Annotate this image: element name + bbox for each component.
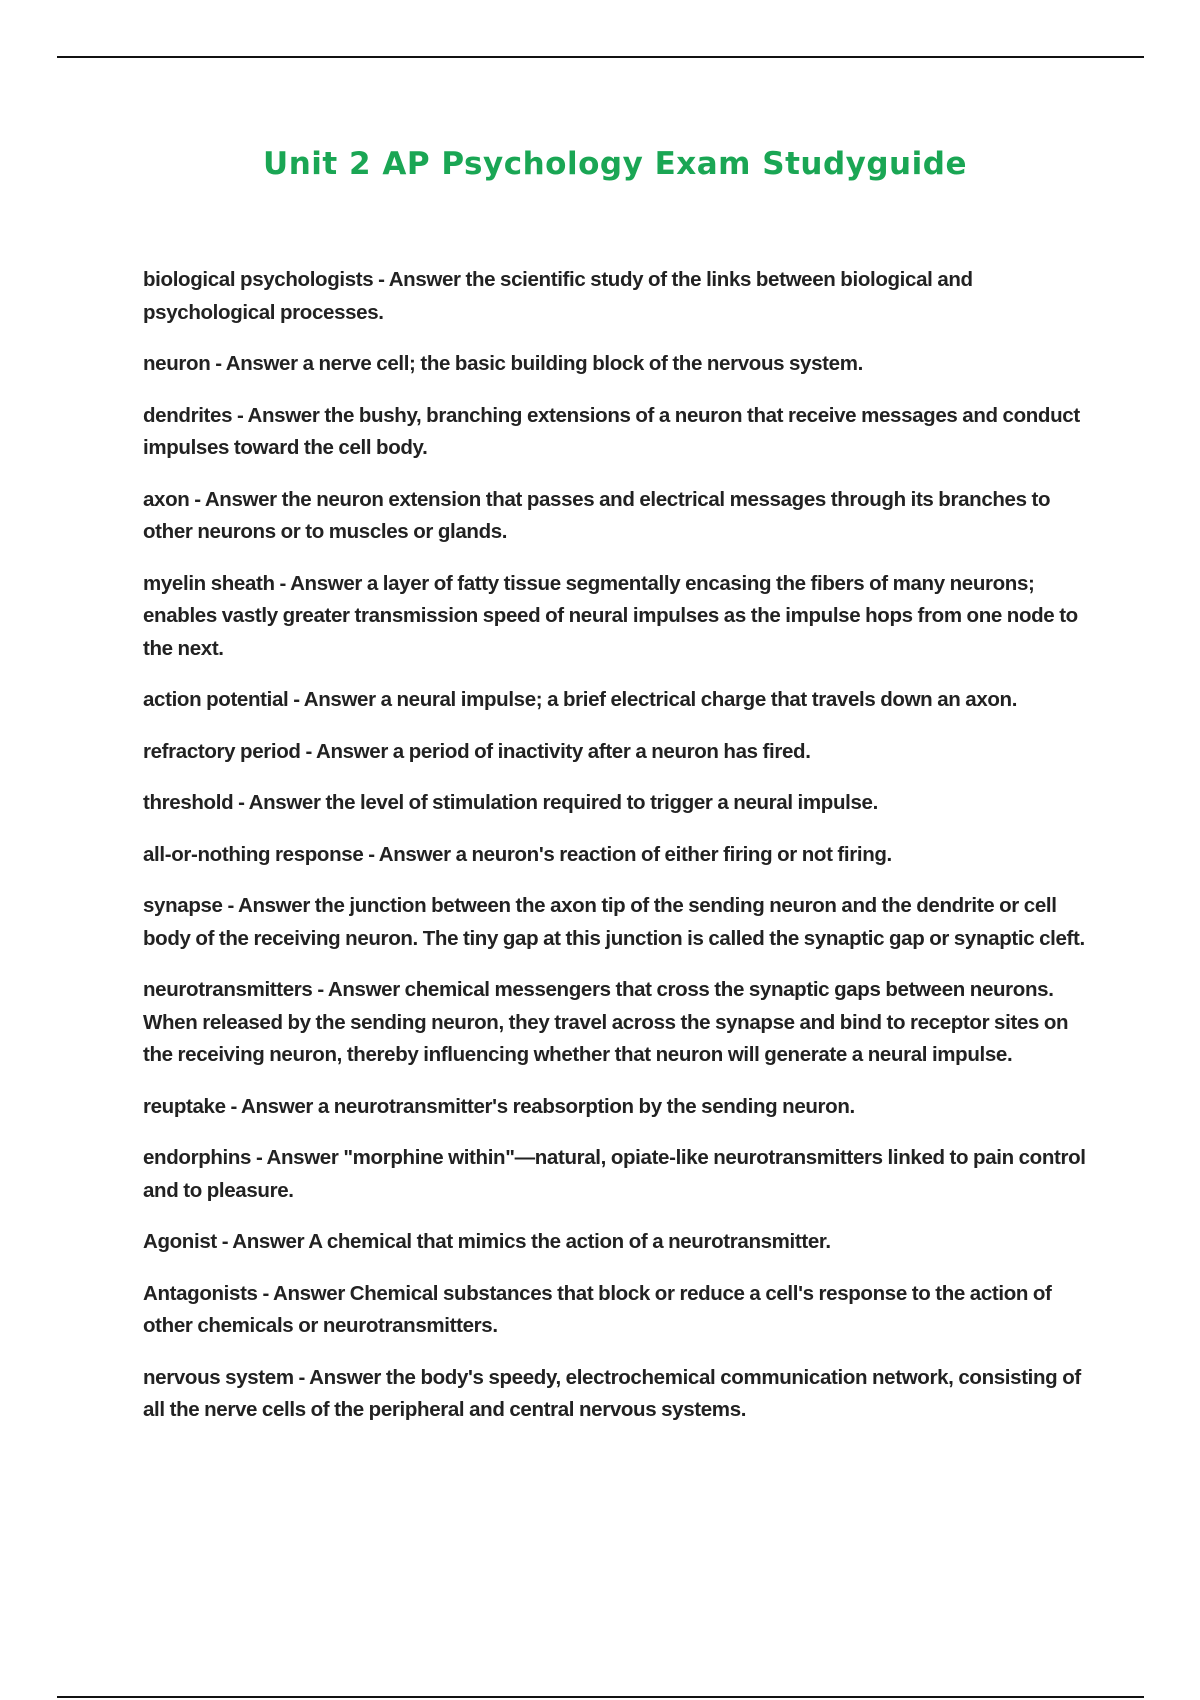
glossary-entry: threshold - Answer the level of stimulation required to trigger a neural impulse. (143, 791, 878, 814)
glossary-entry: neuron - Answer a nerve cell; the basic building block of the nervous system. (143, 352, 863, 375)
glossary-entry: nervous system - Answer the body's speedy, electrochemical communication network, consisting of all the nerve cells of the peripheral and central nervous systems. (143, 1365, 1081, 1421)
glossary-entry: all-or-nothing response - Answer a neuron's reaction of either firing or not firing. (143, 842, 892, 866)
glossary-list (143, 264, 1098, 1446)
glossary-entry: synapse - Answer the junction between the axon tip of the sending neuron and the dendrite or cell body of the receiving neuron. The tiny gap at this junction is called the synaptic gap or synaptic cleft. (143, 894, 1085, 950)
glossary-entry: endorphins - Answer "morphine within"—natural, opiate-like neurotransmitters linked to pain control and to pleasure. (143, 1146, 1086, 1202)
glossary-entry: Antagonists - Answer Chemical substances that block or reduce a cell's response to the action of other chemicals or neurotransmitters. (143, 1281, 1052, 1337)
bottom-rule (57, 1696, 1144, 1698)
glossary-entry: biological psychologists - Answer the scientific study of the links between biological and psychological processes. (143, 268, 973, 324)
glossary-entry: dendrites - Answer the bushy, branching extensions of a neuron that receive messages and conduct impulses toward the cell body. (143, 403, 1080, 459)
glossary-entry: action potential - Answer a neural impulse; a brief electrical charge that travels down an axon. (143, 688, 1018, 711)
glossary-entry: refractory period - Answer a period of inactivity after a neuron has fired. (143, 739, 811, 763)
glossary-entry: myelin sheath - Answer a layer of fatty tissue segmentally encasing the fibers of many neurons; enables vastly greater transmission speed of neural impulses as the impulse hops from one node to the next. (143, 571, 1078, 660)
top-rule (57, 56, 1144, 58)
page-title: Unit 2 AP Psychology Exam Studyguide (263, 146, 967, 182)
glossary-entry: reuptake - Answer a neurotransmitter's reabsorption by the sending neuron. (143, 1094, 855, 1118)
glossary-entry: Agonist - Answer A chemical that mimics the action of a neurotransmitter. (143, 1230, 831, 1253)
glossary-entry: neurotransmitters - Answer chemical messengers that cross the synaptic gaps between neurons. When released by the sending neuron, they travel across the synapse and bind to receptor sites on the receiving neuron, thereby influencing whether that neuron will generate a neural impulse. (143, 978, 1069, 1066)
glossary-entry: axon - Answer the neuron extension that passes and electrical messages through its branches to other neurons or to muscles or glands. (143, 487, 1051, 543)
